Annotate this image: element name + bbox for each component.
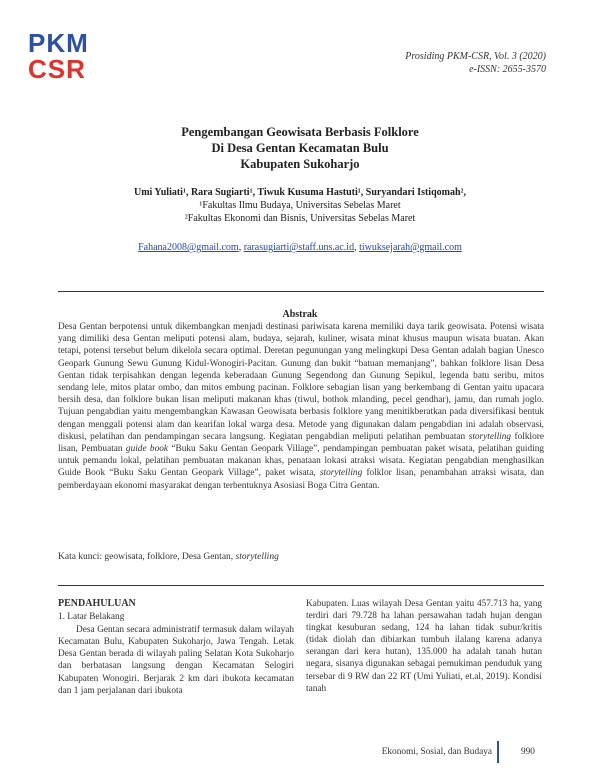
body-column-left [58,598,294,697]
abstract-text: folklore lisan, Pembuatan [58,431,544,455]
email-separator: , [354,242,360,253]
title-line-1: Pengembangan Geowisata Berbasis Folklore [181,125,419,139]
email-link-2[interactable]: rarasugiarti@staff.uns.ac.id [243,242,355,253]
journal-logo [28,30,108,84]
keywords [58,552,544,562]
page-number: 990 [521,747,535,757]
author-emails [0,242,600,253]
abstract-body [58,321,544,492]
abstract-heading: Abstrak [282,309,318,320]
divider-top [58,291,544,292]
abstract-emphasis: storytelling [468,431,512,442]
journal-header [405,50,546,76]
logo-line-1: PKM [28,28,89,58]
logo-line-2: CSR [28,54,86,84]
divider-bottom [58,585,544,586]
subsection-heading: 1. Latar Belakang [58,612,125,623]
affiliation-2: ²Fakultas Ekonomi dan Bisnis, Universitas Sebelas Maret [184,213,416,224]
title-line-2: Di Desa Gentan Kecamatan Bulu [211,141,389,155]
journal-issn: e-ISSN: 2655-3570 [469,64,546,75]
journal-citation: Prosiding PKM-CSR, Vol. 3 (2020) [405,51,546,62]
affiliation-1: ¹Fakultas Ilmu Budaya, Universitas Sebelas Maret [199,200,401,211]
body-column-right [306,598,542,695]
title-line-3: Kabupaten Sukoharjo [240,157,360,171]
body-paragraph: Kabupaten. Luas wilayah Desa Gentan yaitu 457.713 ha, yang terdiri dari 79.728 ha lahan persawahan tadah hujan dengan tingkat kesuburan sedang, 124 ha lahan tidak subur/kritis (tidak diolah dan dibiarkan tumbuh ilalang karena adanya serangan dari kera hutan), 135.000 ha adalah tanah hutan negara, sisanya digunakan sebagai pemukiman penduduk yang tersebar di 9 RW dan 22 RT (Umi Yuliati, et.al, 2019). Kondisi tanah [306,599,542,694]
footer-label: Ekonomi, Sosial, dan Budaya [381,747,492,757]
abstract-text: folklor lisan, penambahan atraksi wisata, dan pemberdayaan ekonomi masyarakat dengan terbentuknya Asosiasi Boga Citra Gentan. [58,468,544,491]
keywords-emphasis: storytelling [235,552,279,562]
body-paragraph: Desa Gentan secara administratif termasuk dalam wilayah Kecamatan Bulu, Kabupaten Sukoharjo, Jawa Tengah. Letak Desa Gentan berada di wilayah paling Selatan Kota Sukoharjo dan berbatasan langsung dengan Kecamatan Selogiri Kabupaten Wonogiri. Berjarak 2 km dari ibukota kecamatan dan 1 jam perjalanan dari ibukota [58,625,294,696]
abstract-text: “Buku Saku Gentan Geopark Village”, pendampingan pembuatan paket wisata, pelatihan guiding untuk pemandu lokal, pelatihan pembuatan makanan khas, penataan lokasi atraksi wisata. Kegiatan pengabdian menghasilkan Guide Book “Buku Saku Gentan Geopark Village”, paket wisata, [58,444,544,479]
email-link-3[interactable]: tiwuksejarah@gmail.com [359,242,462,253]
section-heading: PENDAHULUAN [58,598,136,609]
abstract-text: Desa Gentan berpotensi untuk dikembangkan menjadi destinasi pariwisata karena memiliki daya tarik geowisata. Potensi wisata yang dimiliki desa Gentan meliputi potensi alam, budaya, sejarah, kuliner, wisata minat khusus maupun wisata buatan. Akan tetapi, potensi tersebut belum dikelola secara optimal. Deretan pegunungan yang melingkupi Desa Gentan adalah bagian Unesco Geopark Gunung Sewu Gunung Kidul-Wonogiri-Pacitan. Gunung dan bukit “batuan memanjang”, bahkan folklore lisan Desa Gentan tidak terpisahkan dengan legenda keberadaan Gunung Segendong dan Gunung Sepikul, legenda batu seribu, mitos sendang lele, mitos platar ombo, dan mitos embung pacinan. Folklore sebagian lisan yang berkembang di Gentan yaitu upacara bersih desa, dan folklore bukan lisan meliputi makanan khas (tiwul, bothok mlanding, pecel gendhar), jamu, dan rumah joglo. Tujuan pengabdian yaitu mengembangkan Kawasan Geowisata berbasis folklore yang menitikberatkan pada diversifikasi bentuk dengan menggali potensi alam dan kearifan lokal warga desa. Metode yang digunakan dalam pengabdian ini adalah observasi, diskusi, pelatihan dan pendampingan secara langsung. Kegiatan pengabdian meliputi pelatihan pembuatan [58,322,544,442]
author-list: Umi Yuliati¹, Rara Sugiarti¹, Tiwuk Kusuma Hastuti¹, Suryandari Istiqomah², [133,187,467,198]
paper-title [0,124,600,172]
abstract-emphasis: guide book [125,444,169,455]
footer-bar [497,741,499,763]
abstract-emphasis: storytelling [319,468,363,479]
email-link-1[interactable]: Fahana2008@gmail.com [138,242,239,253]
keywords-text: Kata kunci: geowisata, folklore, Desa Gentan, [58,552,236,562]
email-separator: , [238,242,244,253]
